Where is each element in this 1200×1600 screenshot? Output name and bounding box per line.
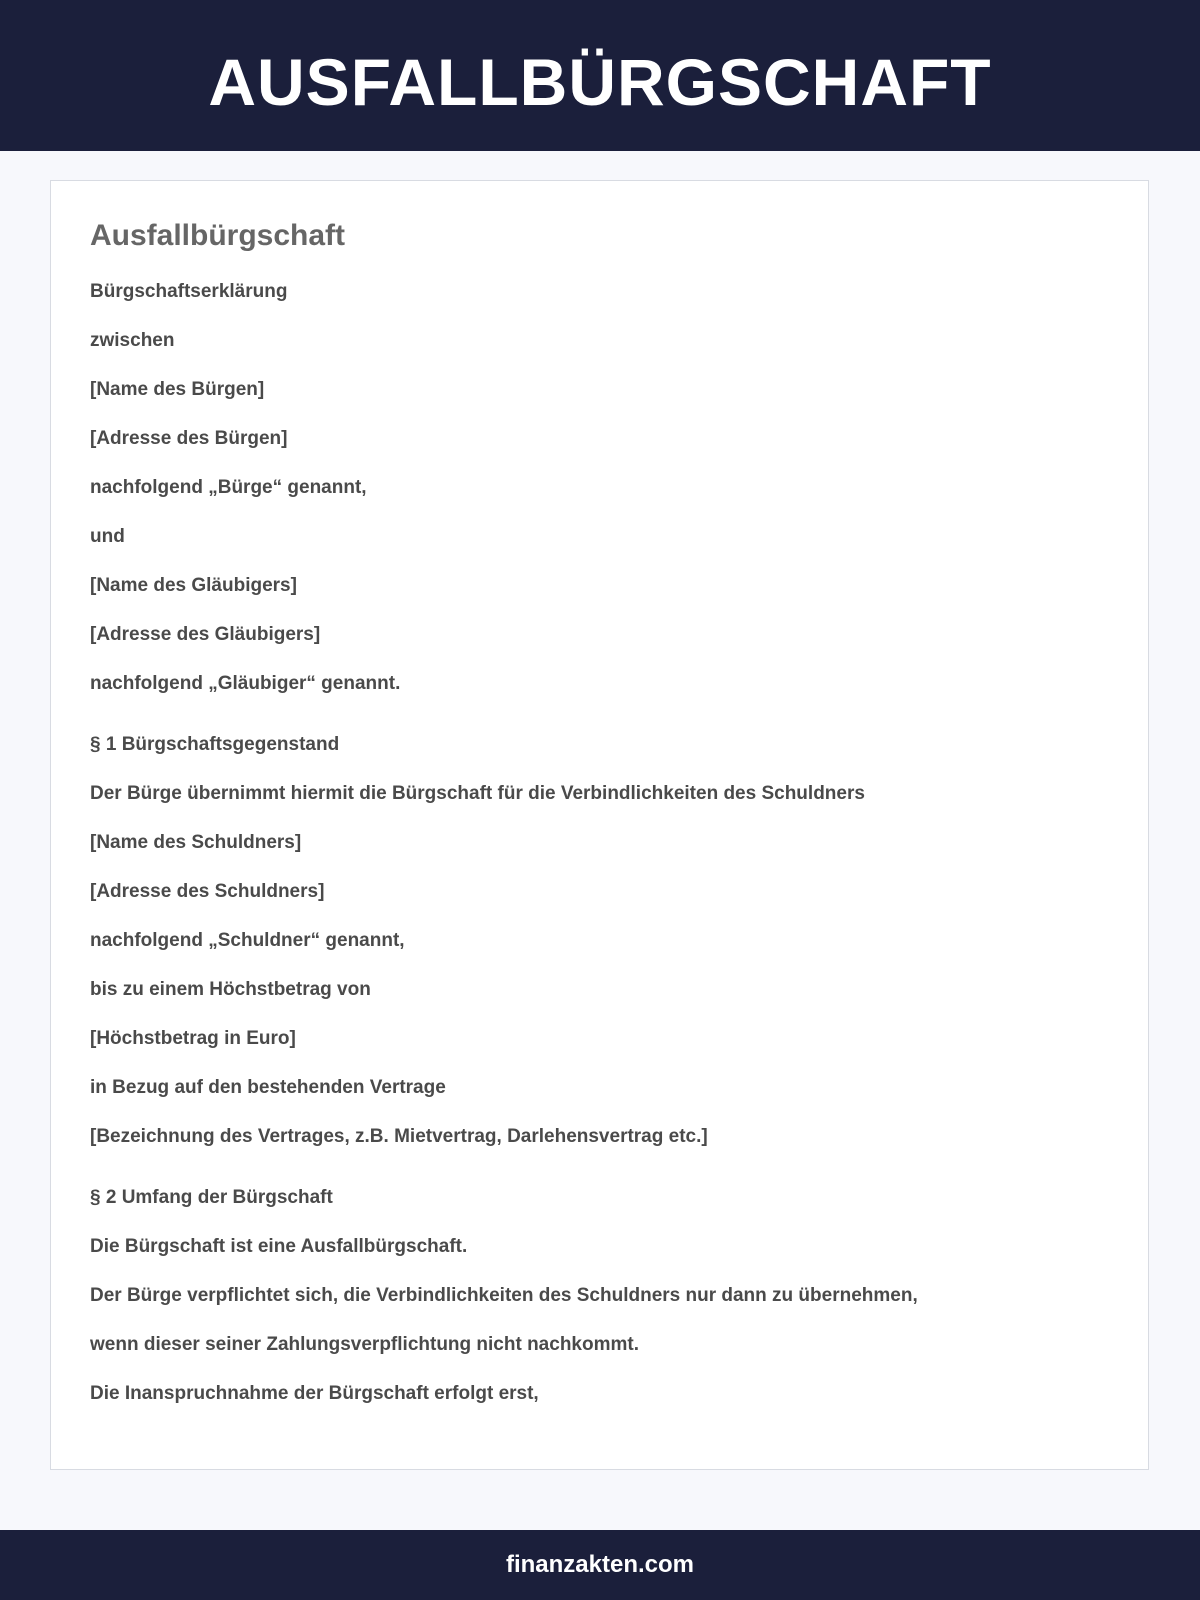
line-adresse-buerge: [Adresse des Bürgen] bbox=[90, 428, 288, 449]
line-zwischen: zwischen bbox=[90, 330, 175, 351]
line-hoechstbetrag-euro: [Höchstbetrag in Euro] bbox=[90, 1028, 296, 1049]
line-glaeubiger-genannt: nachfolgend „Gläubiger“ genannt. bbox=[90, 673, 401, 694]
line-name-schuldner: [Name des Schuldners] bbox=[90, 832, 302, 853]
line-name-buerge: [Name des Bürgen] bbox=[90, 379, 265, 400]
line-name-glaeubiger: [Name des Gläubigers] bbox=[90, 575, 297, 596]
footer-site-name: finanzakten.com bbox=[505, 1551, 695, 1578]
line-adresse-glaeubiger: [Adresse des Gläubigers] bbox=[90, 624, 321, 645]
line-verpflichtet: Der Bürge verpflichtet sich, die Verbindlichkeiten des Schuldners nur dann zu übernehmen, bbox=[90, 1285, 918, 1306]
page-footer bbox=[0, 1530, 1200, 1600]
header-title: AUSFALLBÜRGSCHAFT bbox=[208, 44, 992, 119]
line-zahlungsverpflichtung: wenn dieser seiner Zahlungsverpflichtung nicht nachkommt. bbox=[90, 1334, 639, 1355]
line-inanspruchnahme: Die Inanspruchnahme der Bürgschaft erfolgt erst, bbox=[90, 1383, 539, 1404]
line-ausfallbuergschaft: Die Bürgschaft ist eine Ausfallbürgschaft. bbox=[90, 1236, 468, 1257]
line-schuldner-genannt: nachfolgend „Schuldner“ genannt, bbox=[90, 930, 405, 951]
line-und: und bbox=[90, 526, 125, 547]
section-heading-2: § 2 Umfang der Bürgschaft bbox=[90, 1187, 333, 1208]
line-hoechstbetrag-von: bis zu einem Höchstbetrag von bbox=[90, 979, 371, 1000]
page-header bbox=[0, 0, 1200, 151]
document-card bbox=[50, 180, 1149, 1470]
line-buerge-genannt: nachfolgend „Bürge“ genannt, bbox=[90, 477, 367, 498]
line-buerge-uebernimmt: Der Bürge übernimmt hiermit die Bürgschaft für die Verbindlichkeiten des Schuldners bbox=[90, 783, 865, 804]
section-heading-1: § 1 Bürgschaftsgegenstand bbox=[90, 734, 340, 755]
line-buergschaftserklaerung: Bürgschaftserklärung bbox=[90, 281, 288, 302]
document-heading: Ausfallbürgschaft bbox=[90, 219, 346, 252]
line-bezug-vertrag: in Bezug auf den bestehenden Vertrage bbox=[90, 1077, 446, 1098]
line-bezeichnung-vertrag: [Bezeichnung des Vertrages, z.B. Mietvertrag, Darlehensvertrag etc.] bbox=[90, 1126, 708, 1147]
line-adresse-schuldner: [Adresse des Schuldners] bbox=[90, 881, 325, 902]
